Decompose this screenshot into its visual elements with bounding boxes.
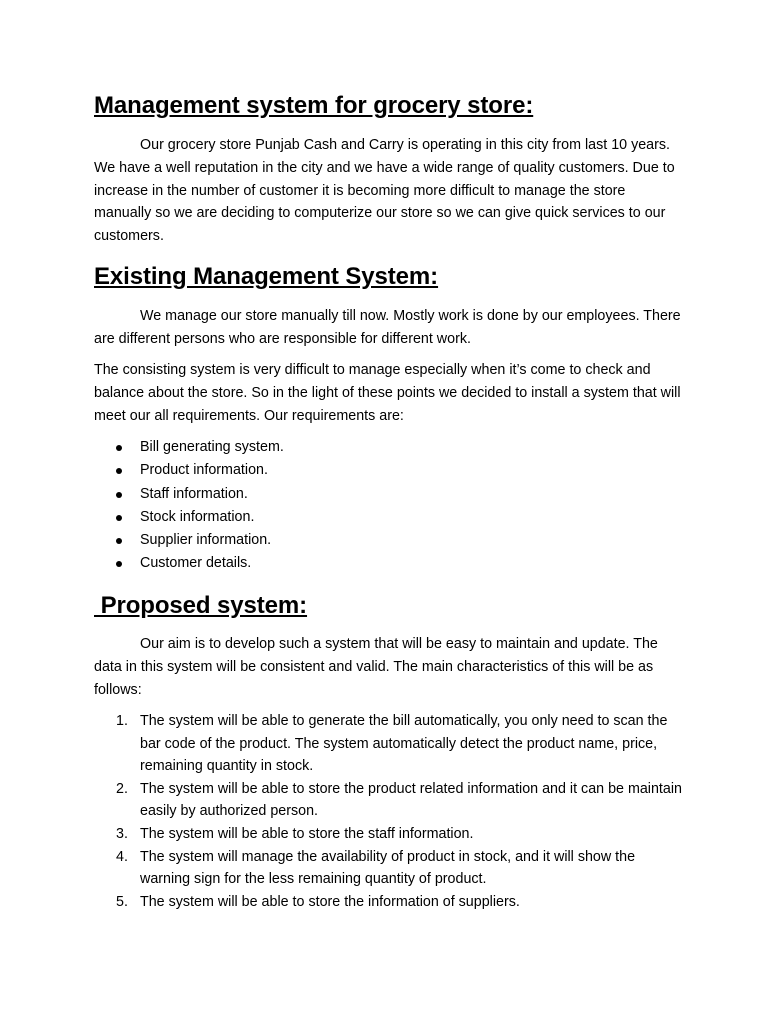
item-number: 1. bbox=[116, 713, 128, 729]
bullet-icon bbox=[116, 445, 122, 451]
intro-text: Our grocery store Punjab Cash and Carry is operating in this city from last 10 years. We have a well reputation in the city and we have a wide range of quality customers. Due to increase in the number of customer it is becoming more difficult to manage the store manually so we are deciding to computerize our store so we can give quick services to our customers. bbox=[94, 137, 675, 245]
bullet-icon bbox=[116, 468, 122, 474]
existing-paragraph-2: The consisting system is very difficult to manage especially when it’s come to check and balance about the store. So in the light of these points we decided to install a system that will meet our all requirements. Our requirements are: bbox=[94, 362, 681, 424]
characteristic-text: The system will be able to store the information of suppliers. bbox=[140, 893, 520, 910]
bullet-icon bbox=[116, 492, 122, 498]
item-number: 5. bbox=[116, 893, 128, 910]
bullet-icon bbox=[116, 538, 122, 544]
requirement-text: Stock information. bbox=[140, 508, 255, 525]
characteristic-text: The system will be able to store the staff information. bbox=[140, 825, 474, 842]
requirement-text: Product information. bbox=[140, 462, 268, 479]
item-number: 3. bbox=[116, 825, 128, 842]
requirement-text: Bill generating system. bbox=[140, 439, 284, 455]
item-number: 2. bbox=[116, 780, 128, 797]
characteristic-text: The system will be able to store the product related information and it can be maintain easily by authorized person. bbox=[140, 780, 682, 820]
list-item bbox=[94, 529, 284, 552]
bullet-icon bbox=[116, 561, 122, 567]
proposed-intro-text: Our aim is to develop such a system that will be easy to maintain and update. The data in this system will be consistent and valid. The main characteristics of this will be as follows: bbox=[94, 636, 658, 698]
list-item bbox=[94, 436, 284, 459]
list-item bbox=[94, 552, 284, 575]
requirement-text: Supplier information. bbox=[140, 532, 272, 549]
list-item bbox=[94, 846, 684, 891]
bullet-icon bbox=[116, 515, 122, 521]
requirements-list bbox=[94, 436, 284, 576]
item-number: 4. bbox=[116, 848, 128, 865]
intro-paragraph bbox=[94, 134, 684, 248]
main-heading: Management system for grocery store: bbox=[94, 92, 534, 119]
requirement-text: Customer details. bbox=[140, 555, 252, 572]
list-item bbox=[94, 506, 284, 529]
list-item bbox=[94, 823, 684, 846]
proposed-intro-paragraph bbox=[94, 633, 684, 701]
existing-system-heading: Existing Management System: bbox=[94, 263, 439, 290]
characteristic-text: The system will manage the availability of product in stock, and it will show the warning sign for the less remaining quantity of product. bbox=[140, 848, 636, 888]
list-item bbox=[94, 459, 284, 482]
list-item bbox=[94, 483, 284, 506]
list-item bbox=[94, 891, 684, 914]
existing-text-1: We manage our store manually till now. Mostly work is done by our employees. There are different persons who are responsible for different work. bbox=[94, 308, 681, 347]
proposed-system-heading: Proposed system: bbox=[94, 592, 308, 619]
requirement-text: Staff information. bbox=[140, 485, 248, 502]
existing-paragraph-1 bbox=[94, 305, 684, 351]
characteristics-list bbox=[94, 710, 684, 913]
list-item bbox=[94, 778, 684, 823]
characteristic-text: The system will be able to generate the bill automatically, you only need to scan the bar code of the product. The system automatically detect the product name, price, remaining quantity in stock. bbox=[140, 713, 668, 775]
list-item bbox=[94, 710, 684, 778]
